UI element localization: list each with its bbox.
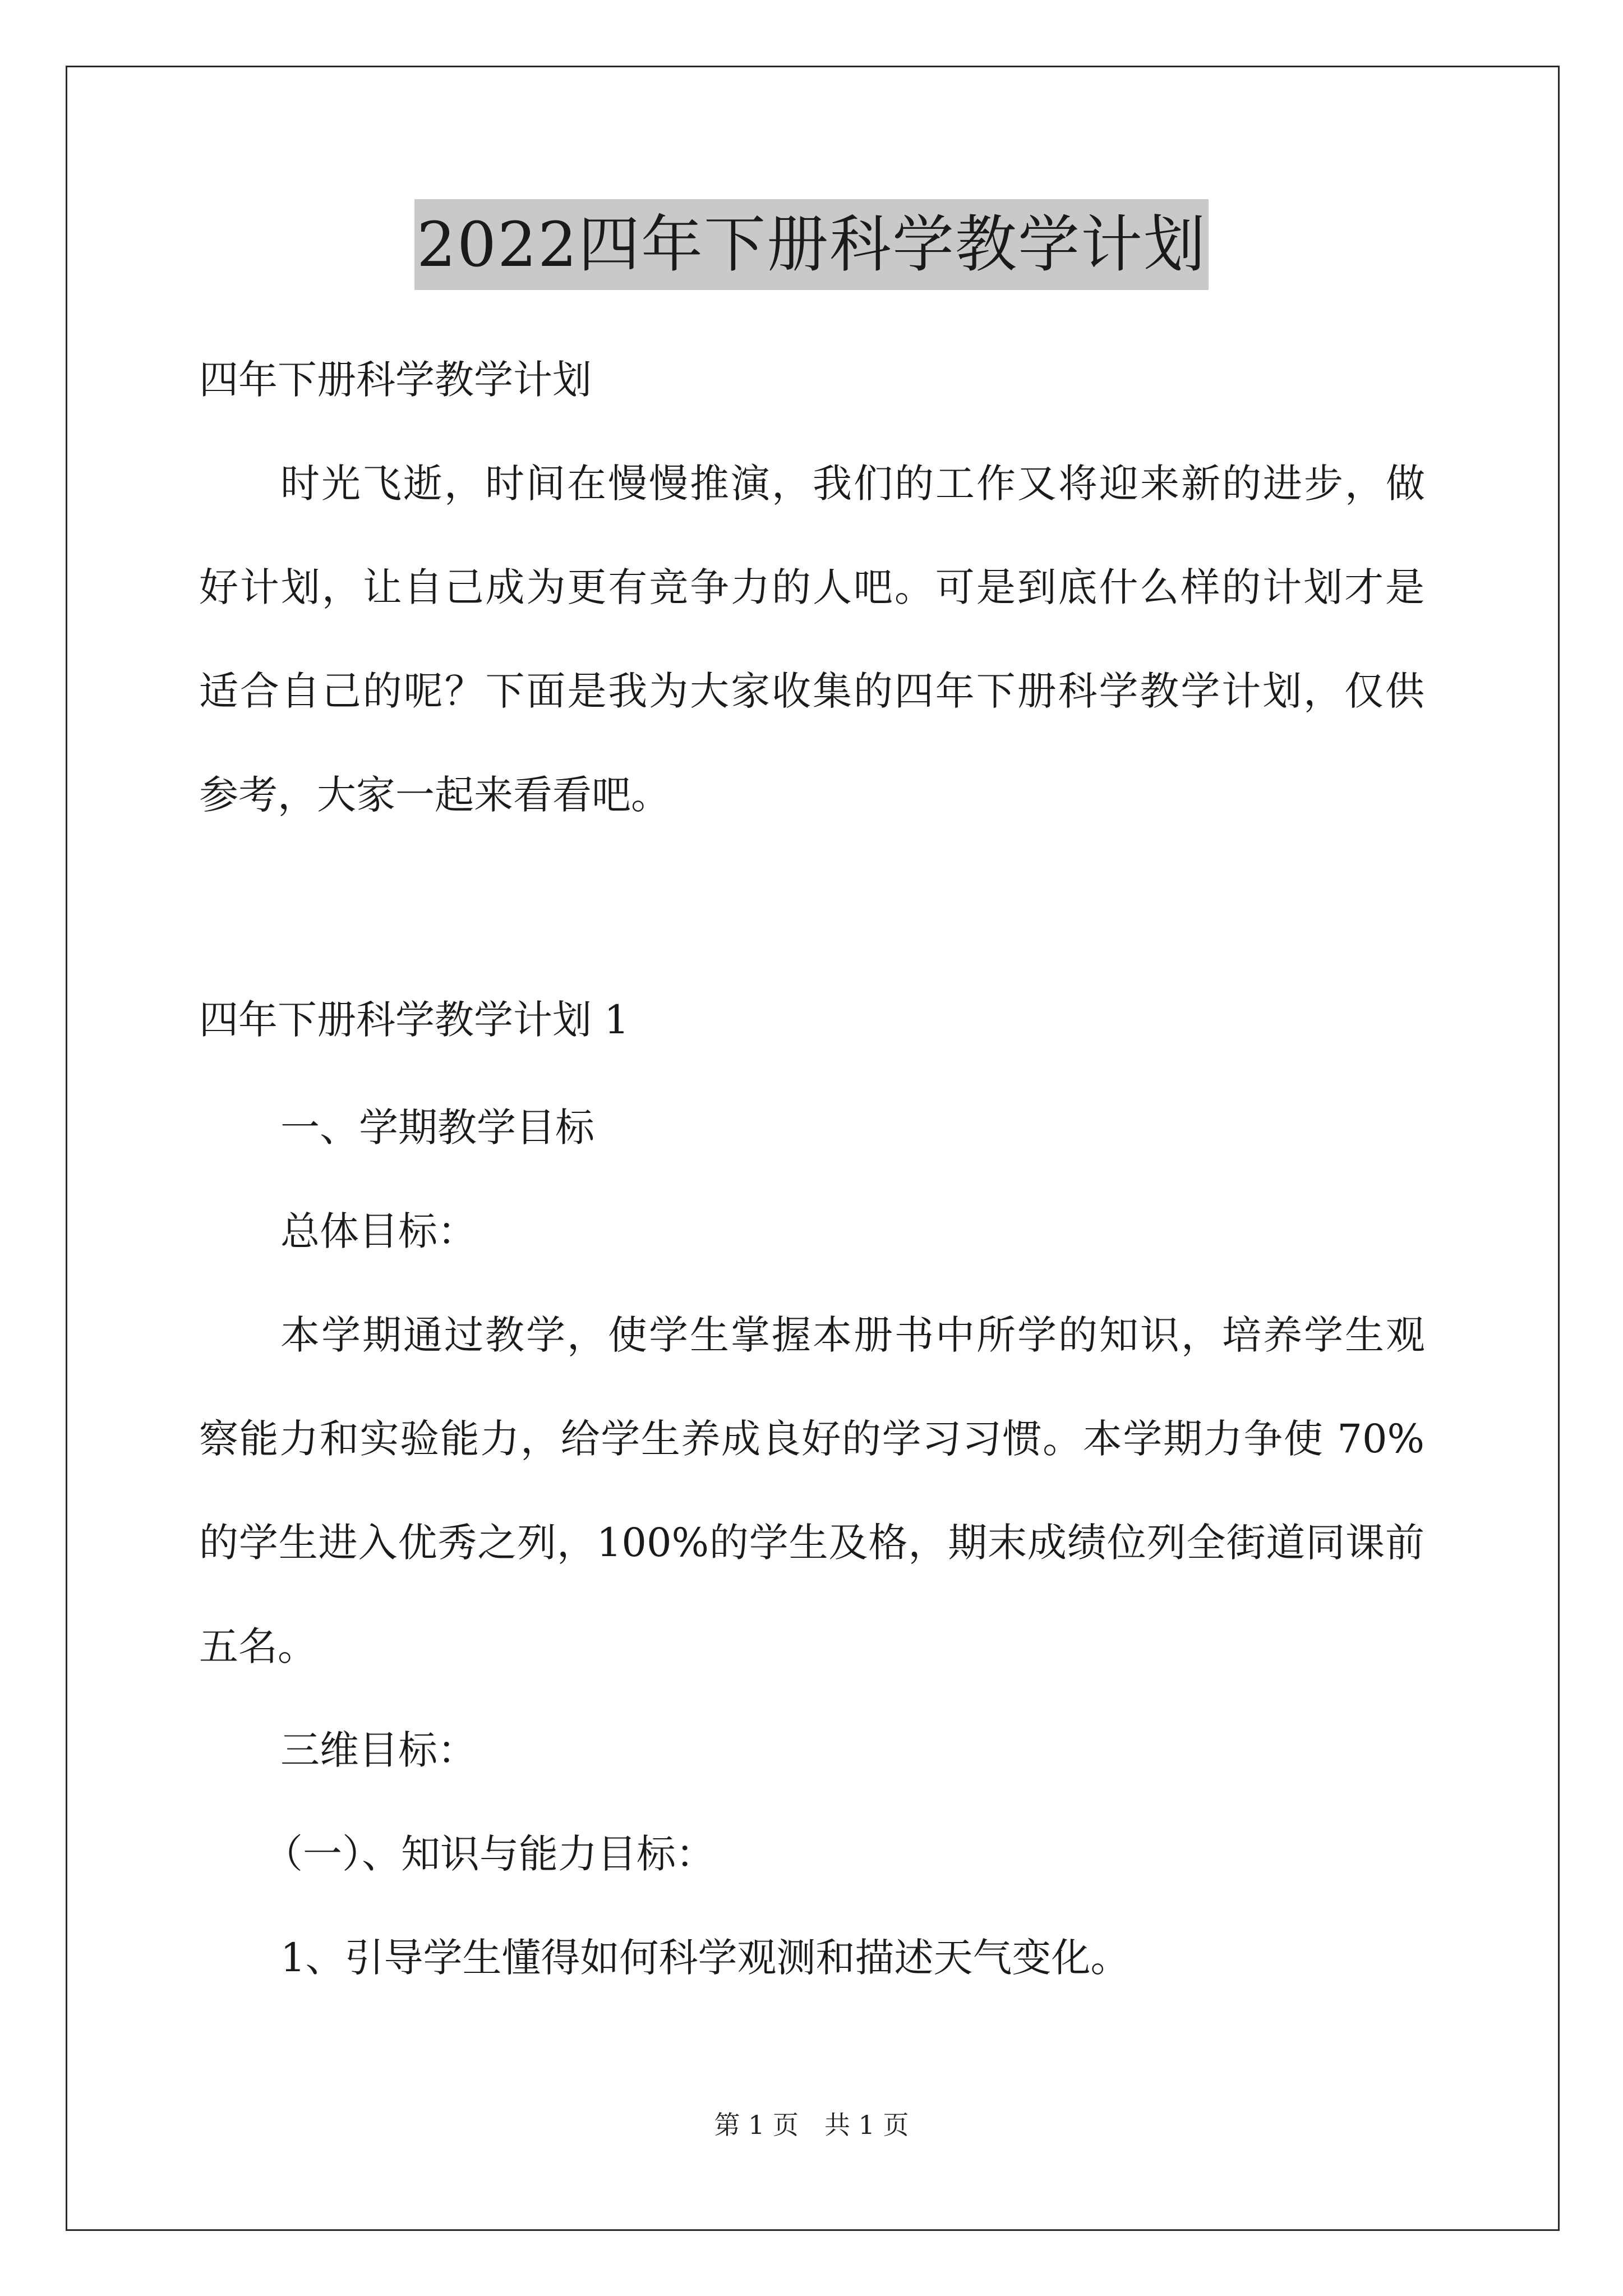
three-dim-goals-label: 三维目标： [280,1727,477,1773]
title-area [0,199,1623,290]
overall-line-3: 的学生进入优秀之列，100%的学生及格，期末成绩位列全街道同课前 [199,1520,1424,1566]
knowledge-goals-label: （一）、知识与能力目标： [264,1831,715,1877]
intro-line-4: 参考，大家一起来看看吧。 [199,772,670,818]
document-title: 2022四年下册科学教学计划 [414,199,1209,290]
goal-item-1: 1、引导学生懂得如何科学观测和描述天气变化。 [280,1935,1130,1981]
section-heading: 四年下册科学教学计划 1 [199,997,629,1043]
overall-line-4: 五名。 [199,1623,317,1669]
overall-line-2: 察能力和实验能力，给学生养成良好的学习习惯。本学期力争使 70% [199,1416,1424,1462]
heading-semester-goals: 一、学期教学目标 [280,1105,594,1151]
page-footer: 第 1 页 共 1 页 [714,2110,909,2140]
intro-line-1: 时光飞逝，时间在慢慢推演，我们的工作又将迎来新的进步，做 [280,461,1425,507]
overall-line-1: 本学期通过教学，使学生掌握本册书中所学的知识，培养学生观 [280,1312,1425,1358]
document-subtitle: 四年下册科学教学计划 [199,357,592,403]
intro-line-3: 适合自己的呢？下面是我为大家收集的四年下册科学教学计划，仅供 [199,668,1424,714]
intro-line-2: 好计划，让自己成为更有竞争力的人吧。可是到底什么样的计划才是 [199,564,1424,610]
overall-goal-label: 总体目标： [280,1208,477,1254]
